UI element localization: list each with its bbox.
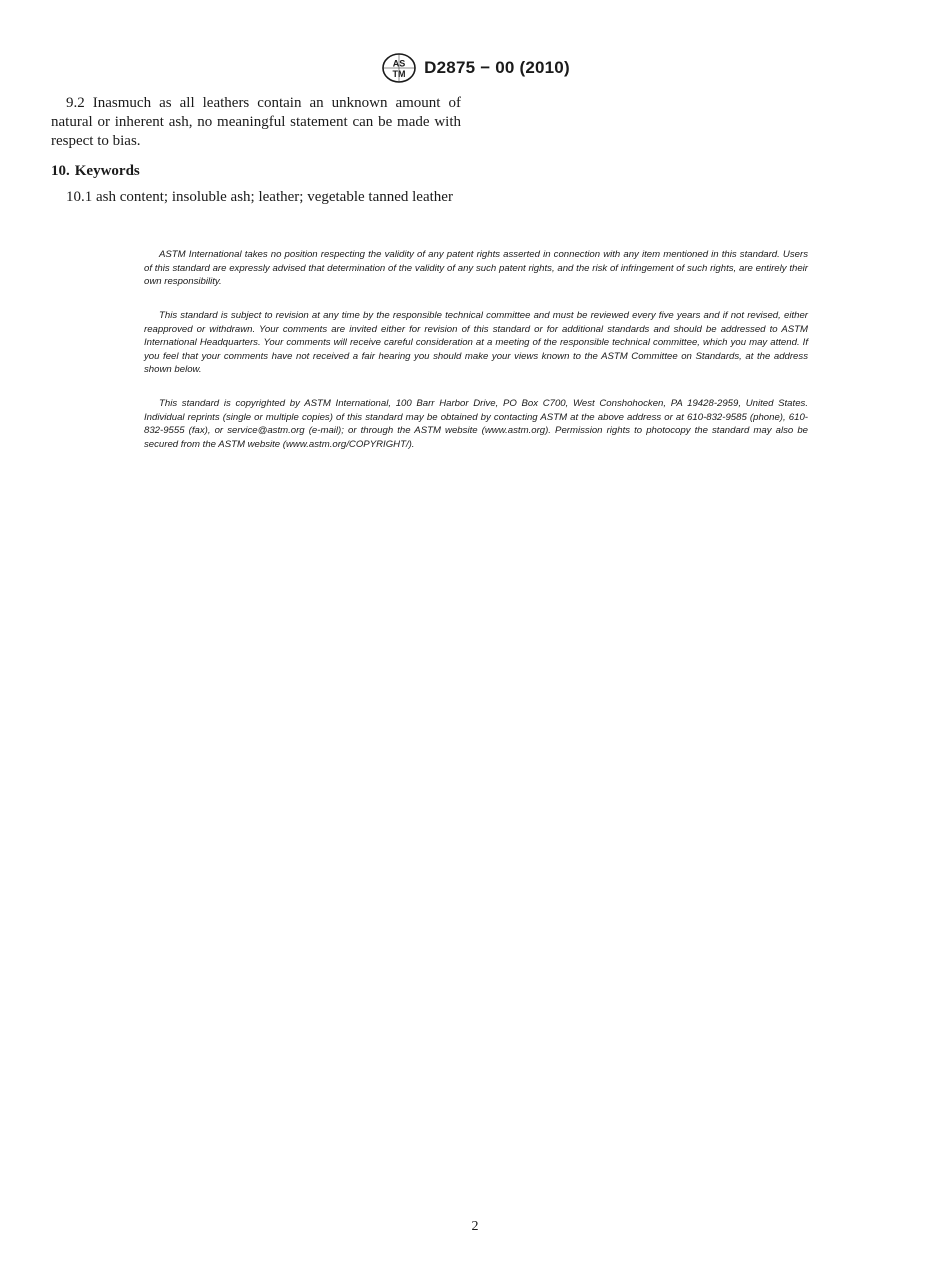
section-number: 10. [51, 163, 70, 179]
section-title: Keywords [74, 163, 140, 179]
svg-text:AS: AS [392, 58, 406, 69]
patent-notice: ASTM International takes no position respecting the validity of any patent rights asserted in connection with any item mentioned in this standard. Users of this standard are expressly advised that determination of the validity of any such patent rights, and the risk of infringement of such rights, are entirely their own responsibility. [144, 249, 808, 287]
paragraph-9-2: 9.2 Inasmuch as all leathers contain an unknown amount of natural or inherent ash, no meaningful statement can be made with respect to bias. [51, 95, 461, 149]
astm-logo-icon [380, 52, 418, 84]
page-header [0, 52, 950, 84]
document-designation: D2875 − 00 (2010) [424, 58, 570, 77]
paragraph-10-1: 10.1 ash content; insoluble ash; leather; vegetable tanned leather [66, 189, 453, 205]
svg-text:TM: TM [392, 69, 406, 79]
copyright-notice: This standard is copyrighted by ASTM International, 100 Barr Harbor Drive, PO Box C700, West Conshohocken, PA 19428-2959, United States. Individual reprints (single or multiple copies) of this standard may be obtained by contacting ASTM at the above address or at 610-832-9585 (phone), 610-832-9555 (fax), or service@astm.org (e-mail); or through the ASTM website (www.astm.org). Permission rights to photocopy the standard may also be secured from the ASTM website (www.astm.org/COPYRIGHT/). [144, 398, 808, 450]
revision-notice: This standard is subject to revision at any time by the responsible technical committee and must be reviewed every five years and if not revised, either reapproved or withdrawn. Your comments are invited either for revision of this standard or for additional standards and should be addressed to ASTM International Headquarters. Your comments will receive careful consideration at a meeting of the responsible technical committee, which you may attend. If you feel that your comments have not received a fair hearing you should make your views known to the ASTM Committee on Standards, at the address shown below. [144, 310, 808, 375]
section-heading-keywords [51, 163, 140, 180]
header-inner [380, 52, 570, 84]
page-number: 2 [471, 1219, 479, 1234]
